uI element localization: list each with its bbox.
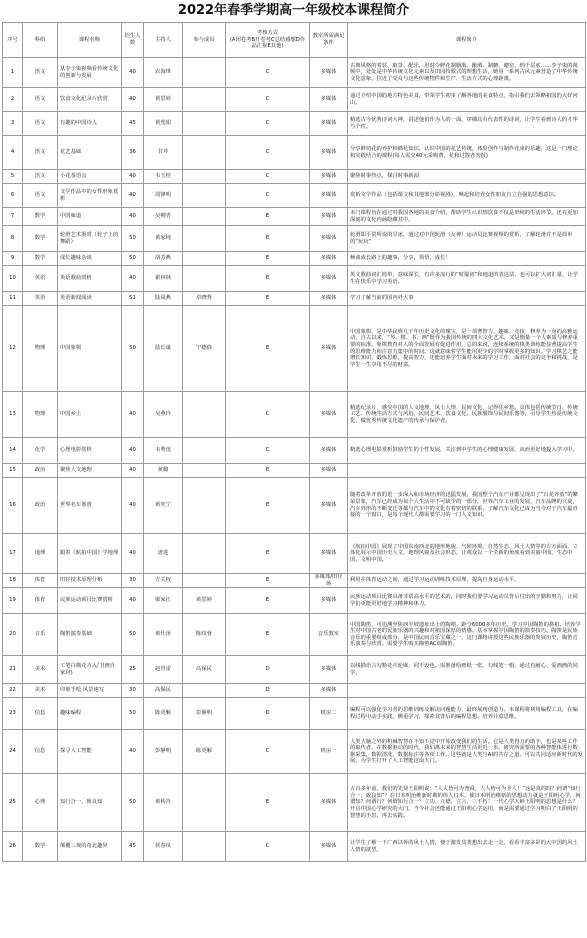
row-course: 中国象棋 <box>58 306 122 392</box>
row-no: 21 <box>3 656 23 684</box>
row-course: 饮食文化纪录片欣赏 <box>58 88 122 112</box>
row-limit: 40 <box>122 58 144 88</box>
row-no: 26 <box>3 832 23 862</box>
row-assess: C <box>226 88 310 112</box>
table-row <box>3 392 586 438</box>
header-group: 科组 <box>23 23 58 58</box>
row-group: 体育 <box>23 588 58 614</box>
row-course: 颠覆三观的奇北趣异 <box>58 832 122 862</box>
row-host: 彭静明 <box>144 730 183 774</box>
row-course: 中国乡土 <box>58 392 122 438</box>
row-assess: D <box>226 656 310 684</box>
row-room: 多媒体 <box>310 306 348 392</box>
row-limit: 45 <box>122 112 144 136</box>
row-intro: 本门课程旨在通过对我国各地的美食介绍，帮助学生认识到饮食不仅是单纯的生活环节，还有更加深刻的文化内涵隐藏其中。 <box>348 208 586 226</box>
table-row <box>3 208 586 226</box>
row-members <box>183 774 226 832</box>
row-members: 陈更解 <box>183 730 226 774</box>
row-intro: 赏析文学作品（包括课文和其他部分影视剧），唤起和培养女性朋友自立自强的思想意识。 <box>348 184 586 208</box>
row-no: 22 <box>3 684 23 698</box>
row-intro: 利用在体育运动之间，通过学习运动训练技术原理，提高自身运动水平。 <box>348 574 586 588</box>
row-course: 聚焦人文地理 <box>58 464 122 478</box>
row-course: 轮滑艺术鉴赏（轮子上的舞蹈） <box>58 226 122 252</box>
row-group: 数学 <box>23 226 58 252</box>
row-limit: 40 <box>122 184 144 208</box>
row-host: 黄家纯 <box>144 226 183 252</box>
row-room: 多媒体 <box>310 464 348 478</box>
row-group: 信息 <box>23 730 58 774</box>
row-no: 12 <box>3 306 23 392</box>
row-assess: D <box>226 684 310 698</box>
row-host: 黄璐 <box>144 464 183 478</box>
row-course: 民族运动项目比赛赏析 <box>58 588 122 614</box>
row-no: 4 <box>3 136 23 170</box>
row-group: 数学 <box>23 832 58 862</box>
row-assess: E <box>226 292 310 306</box>
table-row <box>3 170 586 184</box>
row-assess: E <box>226 588 310 614</box>
row-room: 音乐教室 <box>310 614 348 656</box>
row-host: 黄奕宁 <box>144 478 183 534</box>
row-host: 胡芳燕 <box>144 252 183 266</box>
row-limit: 40 <box>122 208 144 226</box>
row-assess: E <box>226 574 310 588</box>
row-no: 10 <box>3 266 23 292</box>
row-host: 方关权 <box>144 574 183 588</box>
row-room: 机房二 <box>310 698 348 730</box>
table-row <box>3 136 586 170</box>
table-row <box>3 698 586 730</box>
row-group: 英语 <box>23 266 58 292</box>
row-no: 7 <box>3 208 23 226</box>
row-room: 多媒体 <box>310 226 348 252</box>
row-intro: 编程可以强化学习者的思维训练及解决问题能力，最终展现创造力。本课程将利用编程工具，在编程过程中动手实践，侧重学习，探索其背后的编程思想，培养计算思维。 <box>348 698 586 730</box>
row-group: 美术 <box>23 684 58 698</box>
row-members: 高保民 <box>183 656 226 684</box>
row-intro: 畅谈成长路上的趣事，分享，领悟，成长！ <box>348 252 586 266</box>
row-host: 甘芹 <box>144 136 183 170</box>
row-no: 11 <box>3 292 23 306</box>
row-assess: C <box>226 58 310 88</box>
row-members <box>183 184 226 208</box>
table-row <box>3 588 586 614</box>
row-room: 多媒体 <box>310 588 348 614</box>
row-intro: 五百多年前，我们的先贤王阳明说：“人人皆可为尧舜，人人皆可为圣人！”这是真的吗？何谓“知行合一、致良知”？在日本明治维新时期的伟人日本，使日本明治维新的思想动力就是王阳明心学。何谓知？何谓行？何谓知行合一？立功、立德、立言，三不朽！一代心学大师王阳明的思想是什么？开启中国心学研究的大门，当今社会还能通过王阳明心学运用，而是需要通过学习明白了王阳明的智慧的不思，再去实践。 <box>348 774 586 832</box>
row-course: 心理电影赏析 <box>58 438 122 464</box>
row-group: 物理 <box>23 306 58 392</box>
row-group: 数学 <box>23 208 58 226</box>
row-no: 13 <box>3 392 23 438</box>
row-assess: C <box>226 730 310 774</box>
course-table <box>2 22 586 862</box>
row-members <box>183 438 226 464</box>
row-assess: E <box>226 534 310 574</box>
row-members: 宁德倩 <box>183 306 226 392</box>
table-row <box>3 252 586 266</box>
row-group: 体育 <box>23 574 58 588</box>
row-course: 世界名车鉴赏 <box>58 478 122 534</box>
row-group: 语文 <box>23 58 58 88</box>
row-intro: 聚焦时事热点，探讨时事新闻 <box>348 170 586 184</box>
row-host: 陆凤燕 <box>144 292 183 306</box>
row-no: 19 <box>3 588 23 614</box>
table-row <box>3 266 586 292</box>
row-limit: 30 <box>122 574 144 588</box>
row-members <box>183 574 226 588</box>
row-members <box>183 478 226 534</box>
row-limit: 40 <box>122 464 144 478</box>
row-room: 多媒体 <box>310 170 348 184</box>
table-row <box>3 574 586 588</box>
table-row <box>3 684 586 698</box>
row-host: 陆长谋 <box>144 306 183 392</box>
table-row <box>3 226 586 252</box>
row-assess: E <box>226 614 310 656</box>
row-members <box>183 88 226 112</box>
row-intro: 民族运动项目比赛具备非常高水平的艺术的，同时我们要学习运动员背后付出的辛勤和努力，让同学们更能更好地学习精神和体力。 <box>348 588 586 614</box>
row-group: 物理 <box>23 392 58 438</box>
row-assess: E <box>226 306 310 392</box>
row-group: 语文 <box>23 184 58 208</box>
row-group: 地理 <box>23 534 58 574</box>
row-no: 23 <box>3 698 23 730</box>
row-group: 化学 <box>23 438 58 464</box>
row-assess: C <box>226 184 310 208</box>
row-members <box>183 136 226 170</box>
row-no: 20 <box>3 614 23 656</box>
table-row <box>3 184 586 208</box>
row-members <box>183 832 226 862</box>
table-row <box>3 292 586 306</box>
table-row <box>3 438 586 464</box>
row-no: 17 <box>3 534 23 574</box>
row-limit: 50 <box>122 252 144 266</box>
row-no: 1 <box>3 58 23 88</box>
header-host: 主持人 <box>144 23 183 58</box>
row-assess: E <box>226 252 310 266</box>
row-members <box>183 266 226 292</box>
row-intro: 人类大脑之外的机械智慧在不知不觉中开始改变我们的生活。它是人类得力的助手，也是某些工作的取代者。在数据驱动的时代，我们离未来的智慧生活更近一步。研究所需要的各种智能体进行数据采集，数据清洗，数据标注等各项工作。这些就是人类与AI的共存之道，可以共同适应新时代的发展，为学生打开了人工智能这扇大门。 <box>348 730 586 774</box>
row-course: 陶笛演奏基础 <box>58 614 122 656</box>
row-course: 印象手绘 风景速写 <box>58 684 122 698</box>
row-course: 花艺基础 <box>58 136 122 170</box>
row-assess: E <box>226 464 310 478</box>
row-limit: 51 <box>122 292 144 306</box>
row-course: 英语歌曲赏析 <box>58 266 122 292</box>
row-no: 8 <box>3 226 23 252</box>
row-members <box>183 112 226 136</box>
row-room: 多媒体 <box>310 292 348 306</box>
row-no: 18 <box>3 574 23 588</box>
row-limit: 40 <box>122 392 144 438</box>
table-row <box>3 656 586 684</box>
row-host: 韦秀莲 <box>144 438 183 464</box>
row-course: 中国味道 <box>58 208 122 226</box>
row-course: 从李子柒视频看传统文化的创新与发展 <box>58 58 122 88</box>
row-course: 英语新闻阅读 <box>58 292 122 306</box>
row-room: 多媒体 <box>310 392 348 438</box>
row-intro: 古典风格的着装、取景、配乐，用时令鲜花制胭脂、酿酒、制糖、砌窑、纳千层底……李子柒的视频中，处处是中华传统文化元素以及田园牧歌式的理想生活，她用一系列古风元素营造了中华传统文化意象，拉近了受众与这些传统物件和生产、生活方式的心理距离。 <box>348 58 586 88</box>
row-limit: 50 <box>122 698 144 730</box>
row-limit: 40 <box>122 88 144 112</box>
row-intro: 《航拍中国》展现了中国东南西北的地形地貌、气候环境、自然生态、风土人情等的方方面面。立体化展示中国历史人文、地理风貌及社会形态，让观众以一个全新的角度看到美丽中国、生态中国、文明中国。 <box>348 534 586 574</box>
row-course: 小花茶语会 <box>58 170 122 184</box>
row-no: 25 <box>3 774 23 832</box>
row-no: 9 <box>3 252 23 266</box>
row-room: 多媒体 <box>310 684 348 698</box>
row-host: 陈更解 <box>144 698 183 730</box>
row-host: 赵冒雷 <box>144 656 183 684</box>
table-row <box>3 58 586 88</box>
row-host: 韦玉桂 <box>144 170 183 184</box>
row-course: 知行合一，致良知 <box>58 774 122 832</box>
row-intro: 学习了解当前的国内外大事 <box>348 292 586 306</box>
row-room: 多媒体 <box>310 656 348 684</box>
row-members: 卓晓秀 <box>183 292 226 306</box>
row-host: 唐进 <box>144 534 183 574</box>
row-assess: E <box>226 226 310 252</box>
row-host: 农海琪 <box>144 58 183 88</box>
row-limit: 50 <box>122 614 144 656</box>
table-row <box>3 614 586 656</box>
row-host: 黄仕泽 <box>144 614 183 656</box>
row-room: 多媒体 <box>310 184 348 208</box>
row-members <box>183 226 226 252</box>
row-course: 跟着《航拍中国》学地理 <box>58 534 122 574</box>
row-intro: 以线描语言勾勒花卉轮廓，同不设色。需准备绘画纸一张、勾线笔一根。通过有耐心、爱画画的同学。 <box>348 656 586 684</box>
row-group: 信息 <box>23 698 58 730</box>
row-assess: C <box>226 832 310 862</box>
row-host: 翟林林 <box>144 266 183 292</box>
row-limit: 50 <box>122 774 144 832</box>
row-host: 侯春凤 <box>144 832 183 862</box>
header-course: 课程名称 <box>58 23 122 58</box>
row-intro: 中国陶笛，可追溯至陕西半坡遗址出土的陶哨、距今6000多年历史。学习中国陶笛的鼻祖、培养学生对中国古老的民族乐器的兴趣和对祖国深厚的情感。基本掌握中国陶笛的演奏技巧。陶笛是民族音乐的重要组成部分，是中国民间音乐宝藏之一。这门课将讲授这些民族乐器的发展历史，陶笛音乐演奏与欣赏。需要学生购买陶笛AC调陶笛。 <box>348 614 586 656</box>
row-course: 田径技术原理分析 <box>58 574 122 588</box>
row-assess: C <box>226 392 310 438</box>
table-row <box>3 306 586 392</box>
row-members <box>183 534 226 574</box>
header-intro: 课程简介 <box>348 23 586 58</box>
row-no: 16 <box>3 478 23 534</box>
row-host: 黄莲娟 <box>144 112 183 136</box>
row-members <box>183 464 226 478</box>
header-no: 序号 <box>3 23 23 58</box>
row-host: 梁家江 <box>144 588 183 614</box>
row-limit: 36 <box>122 136 144 170</box>
row-members: 黄思婷 <box>183 588 226 614</box>
row-host: 周锋明 <box>144 184 183 208</box>
row-room: 多媒体 <box>310 438 348 464</box>
table-row <box>3 730 586 774</box>
row-members <box>183 252 226 266</box>
header-assess: 考核方式 (A闭卷考B开卷考C总结感想D作品汇报E其他) <box>226 23 310 58</box>
header-limit: 招生人数 <box>122 23 144 58</box>
row-intro: 通过介绍中国的地方特色美食，带领学生初步了解各地的美食特点，指引我们去领略祖国的大好河山。 <box>348 88 586 112</box>
table-row <box>3 774 586 832</box>
row-room: 多媒体 <box>310 832 348 862</box>
row-course: 工笔白描花卉入门(画自家材) <box>58 656 122 684</box>
row-limit: 45 <box>122 832 144 862</box>
row-intro: 中国象棋，是中华民族几千年历史文化的瑰宝，是一项奢智力、趣味、竞技、修养为一身的高雅运动，自古以来，“琴、棋、书、画”既作为我国传统的四大文化艺术，又是衡量一个人素质与修养重要的标准。象棋教育对人的全面发展有促进作用，总的来说，连续系统的棋类训练能显著提高学生的思维能力和注意力集中的时间。这就意味着学生能用更少的学时掌握更多的知识。学习棋艺之能增长知识，锻炼思维，提高智力，还能培养学生面对未来的学习工作，面对社会的竞争和挑战，是学生一生享用不尽的财富。 <box>348 306 586 392</box>
row-assess: C <box>226 170 310 184</box>
row-host: 黄转丹 <box>144 774 183 832</box>
row-group: 美术 <box>23 656 58 684</box>
row-limit: 25 <box>122 656 144 684</box>
row-group: 语文 <box>23 136 58 170</box>
row-room: 多媒体 <box>310 534 348 574</box>
row-course: 趣味编程 <box>58 698 122 730</box>
row-assess: C <box>226 136 310 170</box>
row-limit: 40 <box>122 588 144 614</box>
row-no: 24 <box>3 730 23 774</box>
table-row <box>3 534 586 574</box>
row-group: 语文 <box>23 112 58 136</box>
row-course: 探寻人工智能 <box>58 730 122 774</box>
row-no: 2 <box>3 88 23 112</box>
row-assess: E <box>226 774 310 832</box>
row-group: 数学 <box>23 252 58 266</box>
row-limit: 30 <box>122 684 144 698</box>
row-no: 3 <box>3 112 23 136</box>
row-members <box>183 170 226 184</box>
row-course: 有趣的中国诗人 <box>58 112 122 136</box>
row-group: 语文 <box>23 170 58 184</box>
row-intro: 英文歌曲词汇简单，意味深长，有许多流行的“时髦词”和地道的表达法，也可以扩大词汇量，让学生在快乐中学习英语。 <box>348 266 586 292</box>
row-host: 高保民 <box>144 684 183 698</box>
row-members: 彭静明 <box>183 698 226 730</box>
row-no: 14 <box>3 438 23 464</box>
table-row <box>3 832 586 862</box>
header-members: 参与成员 <box>183 23 226 58</box>
row-room: 机房一 <box>310 730 348 774</box>
row-limit: 40 <box>122 534 144 574</box>
row-assess: E <box>226 208 310 226</box>
table-row <box>3 88 586 112</box>
row-group: 语文 <box>23 88 58 112</box>
row-intro: 分享鲜切花的养护和插花知识，认识中国的花艺传统，体验创作与制作花束的乐趣，这是一门理论和实践结合的课程(每人需交40元采购费，花和过散者勿报) <box>348 136 586 170</box>
row-host: 吴燕玲 <box>144 392 183 438</box>
row-host: 黄思婷 <box>144 88 183 112</box>
row-intro <box>348 464 586 478</box>
row-assess: E <box>226 478 310 534</box>
row-no: 6 <box>3 184 23 208</box>
header-room: 教室所需满足条件 <box>310 23 348 58</box>
row-assess: D <box>226 698 310 730</box>
row-group: 英语 <box>23 292 58 306</box>
row-room: 多媒体 <box>310 112 348 136</box>
row-room: 多媒体 <box>310 478 348 534</box>
row-room: 多媒体 <box>310 58 348 88</box>
row-intro: 轮滑即平常所说的旱冰，通过对中国轮滑（女神）运动员比赛视频的赏析，了解轮滑并不是简单的“玩玩” <box>348 226 586 252</box>
row-assess: C <box>226 112 310 136</box>
row-assess: C <box>226 438 310 464</box>
row-members: 陈纹蓉 <box>183 614 226 656</box>
row-group: 政治 <box>23 464 58 478</box>
row-intro: 让学生了解一下广西以外的风土人情，便于激发其类想出去走一走，看看丰富多彩的大中国的风土人情的欲望。 <box>348 832 586 862</box>
row-intro: 精选心理电影赏析鼓励学生的个性发展，关注到中学生的心理健康发展，从而更好地投入学习中。 <box>348 438 586 464</box>
row-intro: 随着改革开放的进一步深入和市场经济的迅猛发展，我国整个汽车产业都呈现出了“百花齐放”的繁荣景象，汽车已经成为每个人生活中不可缺少的一部分，世界汽车工业的发展，汽车品牌的兴衰，汽车外形的不断变迁等都与汽车中的文化有着密切的联系，了解汽车文化已成为当今对于汽车最直接的一个窗口，是每个现代人都需要学习的一门人文知识。 <box>348 478 586 534</box>
row-room: 多媒体 <box>310 252 348 266</box>
table-row <box>3 464 586 478</box>
row-intro: 精选古今优秀诗词大神，讲述他们作为人的一面，穿插具有代表性的诗词，让学生看到诗人的才华与个性。 <box>348 112 586 136</box>
row-room: 多媒体 <box>310 266 348 292</box>
row-room: 多媒体/田径场 <box>310 574 348 588</box>
row-room: 多媒体 <box>310 774 348 832</box>
row-limit: 40 <box>122 266 144 292</box>
row-course: 文学作品中的女性形象赏析 <box>58 184 122 208</box>
table-row <box>3 112 586 136</box>
row-room: 多媒体 <box>310 136 348 170</box>
row-members <box>183 58 226 88</box>
row-no: 5 <box>3 170 23 184</box>
row-assess: E <box>226 266 310 292</box>
row-room: 多媒体 <box>310 208 348 226</box>
row-limit: 40 <box>122 438 144 464</box>
row-course: 成长趣味杂谈 <box>58 252 122 266</box>
table-row <box>3 478 586 534</box>
row-host: 吴柳青 <box>144 208 183 226</box>
row-room: 多媒体 <box>310 88 348 112</box>
row-members <box>183 208 226 226</box>
row-members <box>183 392 226 438</box>
row-group: 政治 <box>23 478 58 534</box>
page-title: 2022年春季学期高一年级校本课程简介 <box>177 3 410 18</box>
row-limit: 50 <box>122 226 144 252</box>
row-group: 心理 <box>23 774 58 832</box>
row-no: 15 <box>3 464 23 478</box>
row-intro: 精选纪录片，感受中国的人文地理、风土人情、民间文化，记得住乡愁。具体包括传统节日、传统工艺、传统生活方式与风俗、民间艺术、饮食文化、民族服饰与民间乐器等，引导学生热爱传统文化，做优秀传统文化遗产的传承与保护者。 <box>348 392 586 438</box>
row-members <box>183 684 226 698</box>
row-limit: 40 <box>122 170 144 184</box>
row-group: 音乐 <box>23 614 58 656</box>
row-limit: 40 <box>122 730 144 774</box>
row-intro <box>348 684 586 698</box>
row-limit: 50 <box>122 306 144 392</box>
row-limit: 40 <box>122 478 144 534</box>
table-header-row <box>3 23 586 58</box>
